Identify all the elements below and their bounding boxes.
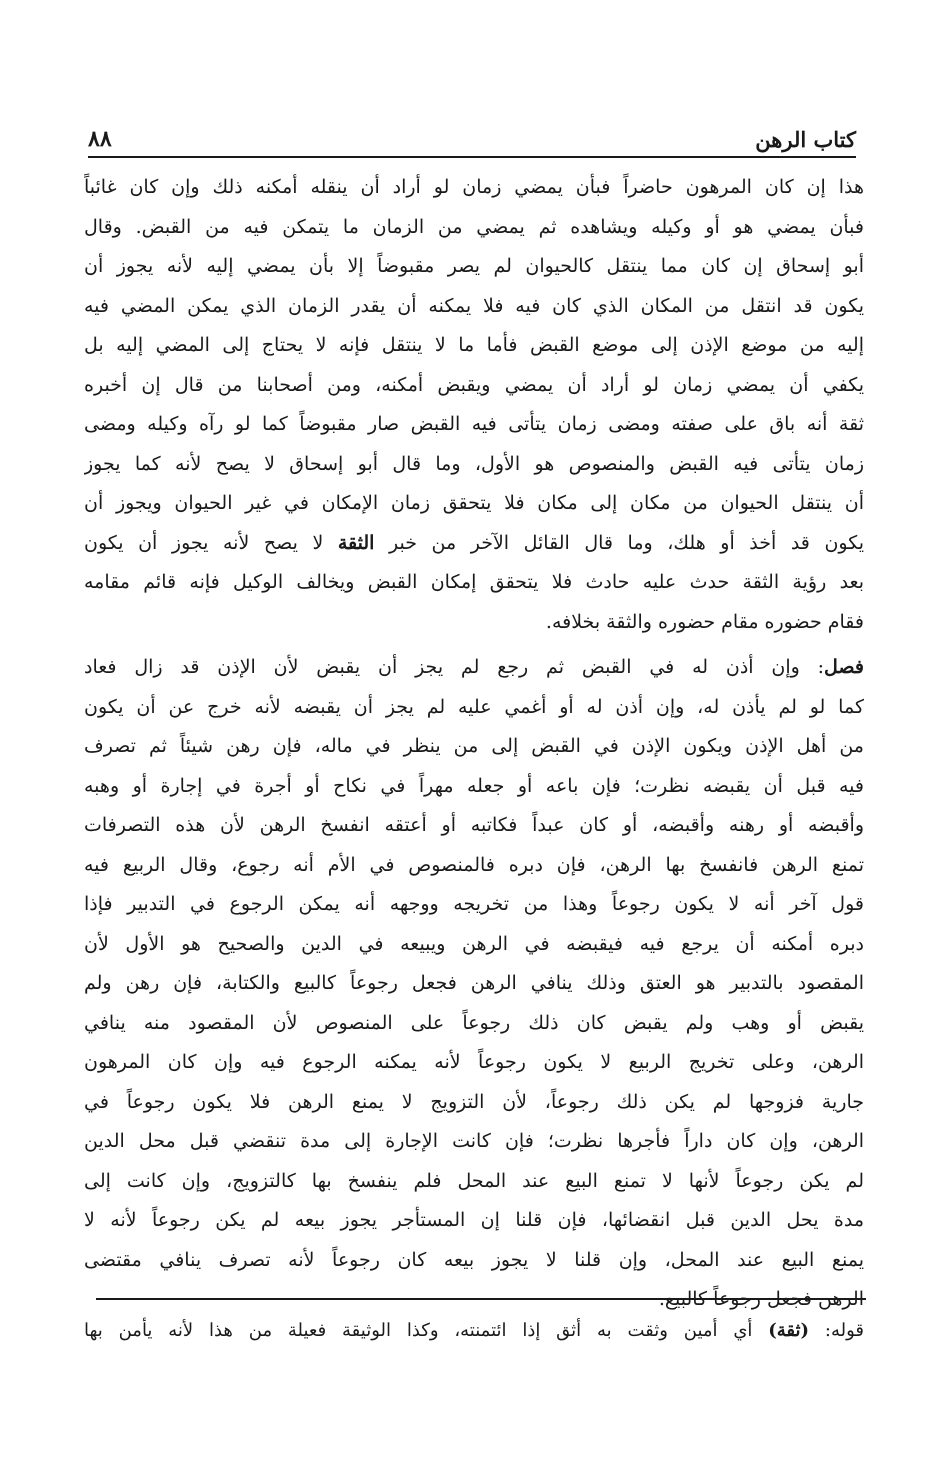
text-line: يقبض أو وهب ولم يقبض كان ذلك رجوعاً على المنصوص لأن المقصود منه ينافي — [84, 1011, 864, 1034]
text-line-last: الرهن فجعل رجوعاً كالبيع. — [658, 1288, 864, 1310]
main-text — [84, 168, 864, 1320]
text-segment: يكون قد أخذ أو هلك، وما قال القائل الآخر من خبر — [389, 531, 864, 554]
text-line — [84, 524, 864, 564]
footnote — [84, 1314, 864, 1348]
text-line: هذا إن كان المرهون حاضراً فبأن يمضي زمان لو أراد أن ينقله أمكنه ذلك وإن كان غائباً — [84, 176, 864, 198]
text-line: بعد رؤية الثقة حدث عليه حادث فلا يتحقق إمكان القبض ويخالف الوكيل فإنه قائم مقامه — [84, 571, 864, 593]
text-line: الرهن، وإن كان داراً فأجرها نظرت؛ فإن كانت الإجارة إلى مدة تنقضي قبل محل الدين — [84, 1130, 864, 1152]
page-number: ٨٨ — [88, 126, 112, 152]
text-line: تمنع الرهن فانفسخ بها الرهن، فإن دبره فالمنصوص في الأم أنه رجوع، وقال الربيع فيه — [84, 853, 864, 876]
text-line: يكون قد انتقل من المكان الذي كان فيه فلا يمكنه أن يقدر الزمان الذي يمكن المضي فيه — [84, 294, 864, 317]
running-title: كتاب الرهن — [755, 127, 856, 152]
text-segment: : وإن أذن له في القبض ثم رجع لم يجز أن يقبض لأن الإذن قد زال فعاد — [84, 656, 825, 678]
text-line: لم يكن رجوعاً لأنها لا تمنع البيع عند المحل فلم ينفسخ بها كالتزويج، وإن كانت إلى — [84, 1169, 864, 1192]
text-line: المقصود بالتدبير هو العتق وذلك ينافي الرهن فجعل رجوعاً كالبيع والكتابة، فإن رهن ولم — [84, 972, 864, 994]
section-label: فصل — [824, 656, 864, 678]
text-line: إليه من موضع الإذن إلى موضع القبض فأما ما لا ينتقل فإنه لا يحتاج إلى المضي إليه بل — [84, 334, 864, 356]
text-line: من أهل الإذن ويكون الإذن في القبض إلى من ينظر في ماله، فإن رهن شيئاً ثم تصرف — [84, 735, 864, 757]
text-line: فيه قبل أن يقبضه نظرت؛ فإن باعه أو جعله مهراً في نكاح أو أجرة في إجارة أو وهبه — [84, 774, 864, 797]
text-line: يمنع البيع عند المحل، وإن قلنا لا يجوز بيعه كان رجوعاً لأنه تصرف ينافي مقتضى — [84, 1248, 864, 1271]
text-line: جارية فزوجها لم يكن ذلك رجوعاً، لأن التزويج لا يمنع الرهن فلا يكون رجوعاً في — [84, 1090, 864, 1113]
bold-term: الثقة — [337, 531, 375, 554]
text-line: قول آخر أنه لا يكون رجوعاً وهذا من تخريجه ووجهه أنه يمكن الرجوع في التدبير فإذا — [84, 893, 864, 915]
footnote-text: أي أمين وثقت به أثق إذا ائتمنته، وكذا الوثيقة فعيلة من هذا لأنه يأمن بها — [84, 1320, 753, 1341]
text-line: مدة يحل الدين قبل انقضائها، فإن قلنا إن المستأجر يجوز بيعه لم يكن رجوعاً لأنه لا — [84, 1209, 864, 1231]
text-line: زمان يتأتى فيه القبض والمنصوص هو الأول، وما قال أبو إسحاق لا يصح لأنه كما يجوز — [84, 452, 864, 475]
text-line: وأقبضه أو رهنه وأقبضه، أو كان عبداً فكاتبه أو أعتقه انفسخ الرهن لأن هذه التصرفات — [84, 814, 864, 836]
text-line — [84, 648, 864, 688]
text-line: يكفي أن يمضي زمان لو أراد أن يمضي ويقبض أمكنه، ومن أصحابنا من قال إن أخبره — [84, 373, 864, 396]
text-line: كما لو لم يأذن له، وإن أذن له أو أغمي عليه لم يجز أن يقبضه لأنه خرج عن أن يكون — [84, 695, 864, 718]
text-line: الرهن، وعلى تخريج الربيع لا يكون رجوعاً لأنه يمكنه الرجوع فيه وإن كان المرهون — [84, 1051, 864, 1073]
footnote-term: (ثقة) — [768, 1320, 810, 1341]
text-line: أبو إسحاق إن كان مما ينتقل كالحيوان لم يصر مقبوضاً إلا بأن يمضي إليه لأنه يجوز أن — [84, 255, 864, 277]
page-header — [88, 112, 856, 158]
text-segment: لا يصح لأنه يجوز أن يكون — [84, 531, 324, 554]
text-line: ثقة أنه باق على صفته ومضى زمان يتأتى فيه القبض صار مقبوضاً كما لو رآه وكيله ومضى — [84, 413, 864, 435]
text-line: أن ينتقل الحيوان من مكان إلى مكان فلا يتحقق زمان الإمكان في غير الحيوان ويجوز أن — [84, 492, 864, 514]
footnote-divider — [96, 1298, 866, 1300]
text-line: دبره أمكنه أن يرجع فيه فيقبضه في الرهن ويبيعه في الدين والصحيح هو الأول لأن — [84, 932, 864, 955]
footnote-prefix: قوله: — [824, 1320, 864, 1341]
text-line: فبأن يمضي هو أو وكيله ويشاهده ثم يمضي من الزمان ما يتمكن فيه من القبض. وقال — [84, 215, 864, 238]
text-line-last: فقام حضوره مقام حضوره والثقة بخلافه. — [545, 610, 864, 633]
